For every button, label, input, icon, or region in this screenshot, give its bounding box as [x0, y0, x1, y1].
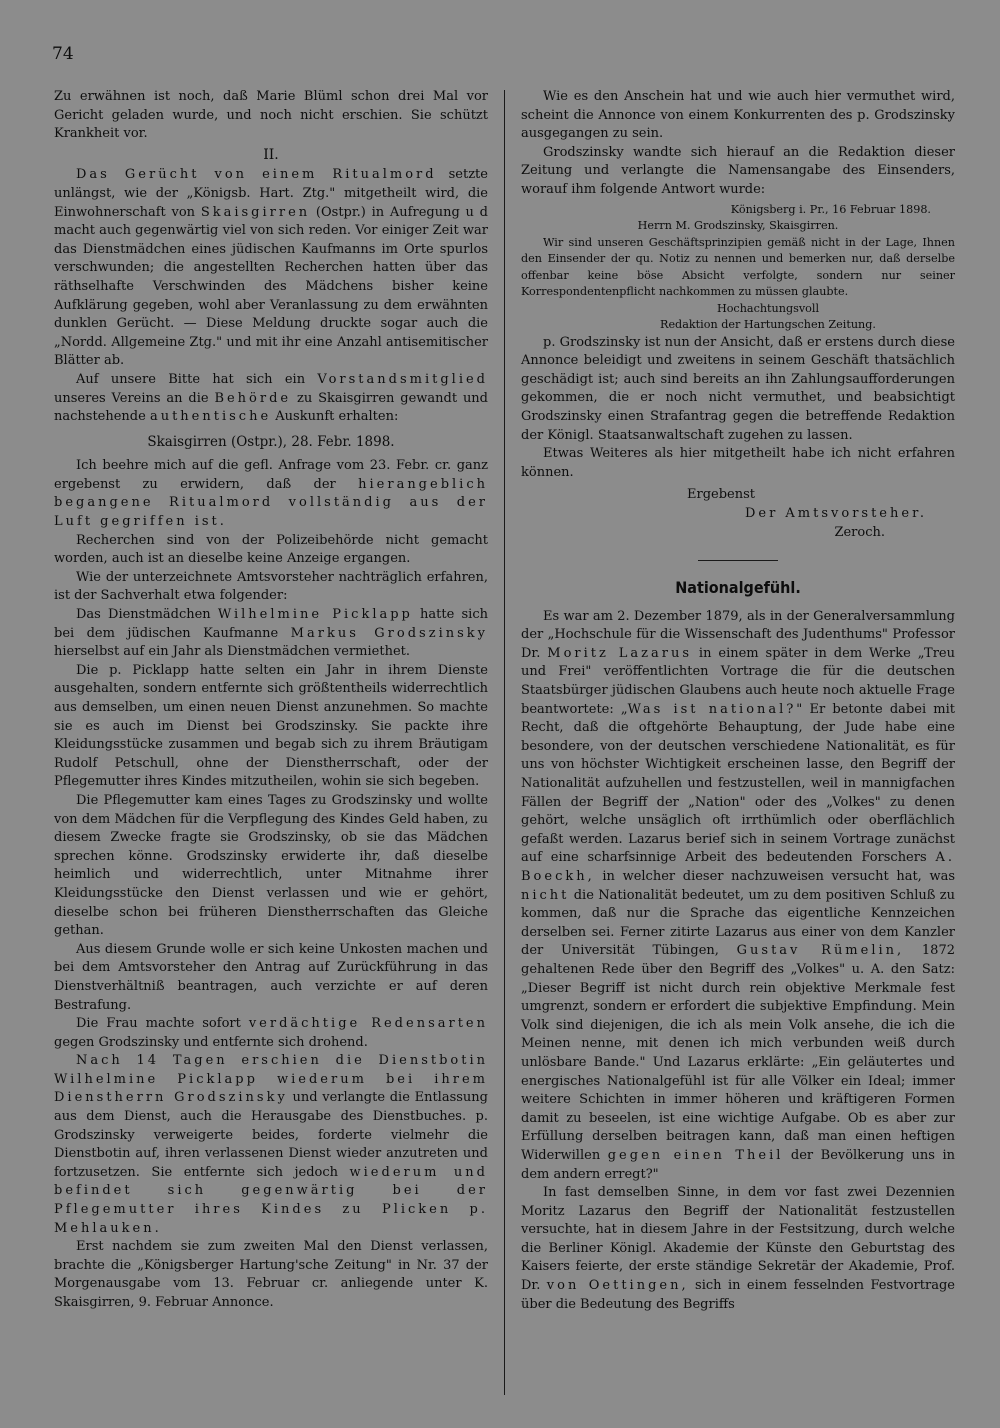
- text-run: Das Dienstmädchen: [76, 607, 218, 623]
- column-divider: [504, 90, 505, 1395]
- spaced-text: wiederum und befindet sich gegenwärtig bei der Pflegemutter ihres Kindes zu Plicken p. Mehlauken.: [54, 1164, 488, 1236]
- text-run: Auskunft erhalten:: [271, 409, 399, 425]
- text-run: (Ostpr.) in Aufregung u d macht auch gegenwärtig viel von sich reden. Vor einiger Zeit war das Dienstmädchen eines jüdischen Kaufmanns im Orte spurlos verschwunden; die angestellten Recherchen hatten über das räthselhafte Verschwinden des Mädchens bisher keine Aufklärung gegeben, wohl aber Veranlassung zu dem erwähnten dunklen Gerücht. — Diese Meldung druckte sogar auch die „Nordd. Allgemeine Ztg." und mit ihr eine Anzahl antisemitischer Blätter ab.: [54, 204, 488, 369]
- section-numeral: II.: [263, 146, 279, 163]
- paragraph: [521, 1184, 955, 1314]
- text-run: hatte sich bei dem jüdischen Kaufmanne: [54, 607, 488, 641]
- right-column: [521, 88, 955, 1314]
- section-title: Nationalgefühl.: [675, 578, 801, 598]
- text-run: Die Frau machte sofort: [76, 1016, 249, 1032]
- text-run: 1872 gehaltenen Rede über den Begriff des „Volkes" u. A. den Satz: „Dieser Begriff ist nicht durch rein objektive Merkmale fest umgrenzt, sondern er erfordert die subjektive Empfindung. Mein Volk sind diejenigen, die ich als mein Volk ansehe, die ich die Meinen nenne, mit denen ich mich verbunden weiß durch unlösbare Bande." Und Lazarus erklärte: „Ein geläutertes und energisches Nationalgefühl ist für alle Völker ein Ideal; immer weitere Schichten in immer höheren und kräftigeren Formen damit zu beseelen, ist eine wichtige Aufgabe. Ob es aber zur Erfüllung derselben beitragen kann, daß man einen heftigen Widerwillen: [521, 943, 955, 1163]
- paragraph: Zu erwähnen ist noch, daß Marie Blüml schon drei Mal vor Gericht geladen wurde, und noch nicht erschien. Sie schützt Krankheit vor.: [54, 89, 488, 142]
- paragraph: Erst nachdem sie zum zweiten Mal den Dienst verlassen, brachte die „Königsberger Hartung'sche Zeitung" in Nr. 37 der Morgenausgabe vom 13. Februar cr. anliegende unter K. Skaisgirren, 9. Februar Annonce.: [54, 1239, 488, 1310]
- text-run: Ich beehre mich auf die gefl. Anfrage vom 23. Febr. cr. ganz ergebenst zu erwidern, daß der: [54, 458, 488, 492]
- spaced-text: nicht: [521, 887, 570, 903]
- spaced-text: Was ist national?: [627, 701, 797, 717]
- paragraph: Die Pflegemutter kam eines Tages zu Grodszinsky und wollte von dem Mädchen für die Verpflegung des Kindes Geld haben, zu diesem Zwecke fragte sie Grodszinsky, ob sie das Mädchen sprechen könne. Grodszinsky erwiderte ihr, daß dieselbe heimlich und widerrechtlich, unter Mitnahme ihrer Kleidungsstücke den Dienst verlassen und wie er gehört, dieselbe schon bei früheren Dienstherrschaften das Gleiche gethan.: [54, 792, 488, 939]
- paragraph: [54, 457, 488, 531]
- spaced-text: gegen einen Theil: [607, 1147, 784, 1163]
- paragraph: Recherchen sind von der Polizeibehörde nicht gemacht worden, auch ist an dieselbe keine Anzeige ergangen.: [54, 532, 488, 567]
- text-run: die Nationalität bedeutet, um zu dem positiven Schluß zu kommen, daß nur die Sprache das eigentliche Kennzeichen derselben sei. Ferner zitirte Lazarus aus einer von dem Kanzler der Universität Tübingen,: [521, 887, 955, 959]
- text-run: Auf unsere Bitte hat sich ein: [76, 371, 318, 387]
- signature-name: Zeroch.: [834, 524, 885, 540]
- paragraph: p. Grodszinsky ist nun der Ansicht, daß er erstens durch diese Annonce beleidigt und zweitens in seinem Geschäft thatsächlich geschädigt ist; auch sind bereits an ihn Zahlungsaufforderungen gekommen, die er noch nicht vermuthet, und beabsichtigt Grodszinsky einen Strafantrag gegen die betreffende Redaktion der Königl. Staatsanwaltschaft zugehen zu lassen.: [521, 334, 955, 443]
- left-column: [54, 88, 488, 1313]
- paragraph: [54, 1015, 488, 1052]
- paragraph: Wie der unterzeichnete Amtsvorsteher nachträglich erfahren, ist der Sachverhalt etwa folgender:: [54, 569, 488, 604]
- text-run: zu Skaisgirren gewandt und nachstehende: [54, 390, 489, 425]
- text-run: sich in einem fesselnden Festvortrage über die Bedeutung des Begriffs: [521, 1278, 955, 1312]
- paragraph: [54, 371, 488, 427]
- paragraph: [521, 608, 955, 1184]
- paragraph: Wie es den Anschein hat und wie auch hier vermuthet wird, scheint die Annonce von einem Konkurrenten des p. Grodszinsky ausgegangen zu sein.: [521, 89, 955, 142]
- letter-body: Wir sind unseren Geschäftsprinzipien gemäß nicht in der Lage, Ihnen den Einsender der qu. Notiz zu nennen und bemerken nur, daß derselbe offenbar keine böse Absicht verfolgte, sondern nur seiner Korrespondentenpflicht nachkommen zu müssen glaubte.: [521, 235, 955, 299]
- text-run: setzte unlängst, wie der „Königsb. Hart. Ztg." mitgetheilt wird, die Einwohnerschaft von: [54, 167, 488, 220]
- text-run: und verlangte die Entlassung aus dem Dienst, auch die Herausgabe des Dienstbuches. p. Grodszinsky verweigerte beides, forderte vielmehr die Dienstbotin auf, ihren verlassenen Dienst wieder anzutreten und fortzusetzen. Sie entfernte sich jedoch: [54, 1090, 488, 1180]
- text-run: " Er betonte dabei mit Recht, daß die oftgehörte Behauptung, der Jude habe eine besondere, von der deutschen verschiedene Nationalität, es für uns von höchster Wichtigkeit erscheinen lasse, den Begriff der Nationalität aufzuhellen und festzustellen, weil in mannigfachen Fällen der Begriff der „Nation" oder des „Volkes" zu denen gehört, welche unsäglich oft irrthümlich oder oberflächlich gefaßt werden. Lazarus berief sich in seinem Vortrage zunächst auf eine scharfsinnige Arbeit des bedeutenden Forschers: [521, 701, 955, 866]
- spaced-text: hierangeblich begangene Ritualmord vollständig aus der Luft gegriffen ist.: [54, 476, 488, 530]
- letter-date: Königsberg i. Pr., 16 Februar 1898.: [730, 202, 931, 216]
- text-run: in einem später in dem Werke „Treu und Frei" veröffentlichten Vortrage die für die deutschen Staatsbürger jüdischen Glaubens auch heute noch aktuelle Frage beantwortete: „: [521, 645, 955, 717]
- text-run: der Bevölkerung uns in dem andern erregt?": [521, 1147, 955, 1182]
- letter-address: Herrn M. Grodszinsky, Skaisgirren.: [637, 219, 839, 233]
- spaced-text: Behörde: [214, 390, 292, 406]
- spaced-text: Wilhelmine Picklapp: [217, 607, 413, 623]
- spaced-text: Gustav Rümelin,: [736, 943, 905, 959]
- spaced-text: Vorstandsmitglied: [317, 371, 488, 387]
- page-number: 74: [52, 44, 74, 64]
- letter-closing: Hochachtungsvoll: [716, 301, 820, 315]
- paragraph: Aus diesem Grunde wolle er sich keine Unkosten machen und bei dem Amtsvorsteher den Antrag auf Zurückführung in das Dienstverhältniß beantragen, auch verzichte er auf deren Bestrafung.: [54, 941, 488, 1013]
- signature-title: Der Amtsvorsteher.: [744, 505, 927, 521]
- spaced-text: Markus Grodszinsky: [290, 625, 488, 641]
- paragraph: Etwas Weiteres als hier mitgetheilt habe ich nicht erfahren können.: [521, 446, 955, 480]
- paragraph: Grodszinsky wandte sich hierauf an die Redaktion dieser Zeitung und verlangte die Namensangabe des Einsenders, worauf ihm folgende Antwort wurde:: [521, 144, 955, 197]
- text-run: In fast demselben Sinne, in dem vor fast zwei Dezennien Moritz Lazarus den Begriff der Nationalität festzustellen versuchte, hat in diesem Jahre in der Festsitzung, durch welche die Berliner Königl. Akademie der Künste den Geburtstag des Kaisers feierte, der erste ständige Sekretär der Akademie, Prof. Dr.: [521, 1185, 955, 1294]
- paragraph: [54, 606, 488, 662]
- dateline: Skaisgirren (Ostpr.), 28. Febr. 1898.: [147, 433, 395, 450]
- paragraph: Die p. Picklapp hatte selten ein Jahr in ihrem Dienste ausgehalten, sondern entfernte sich größtentheils widerrechtlich aus demselben, um einen neuen Dienst anzunehmen. So machte sie es auch im Dienst bei Grodszinsky. Sie packte ihre Kleidungsstücke zusammen und begab sich zu ihrem Bräutigam Rudolf Petschull, ohne der Dienstherrschaft, oder der Pflegemutter ihres Kindes mitzutheilen, wohin sie sich begeben.: [54, 662, 488, 790]
- text-run: gegen Grodszinsky und entfernte sich drohend.: [54, 1034, 368, 1050]
- spaced-text: Nach 14 Tagen erschien die Dienstbotin Wilhelmine Picklapp wiederum bei ihrem Dienstherrn Grodszinsky: [54, 1053, 488, 1106]
- spaced-text: Skaisgirren: [200, 204, 311, 220]
- signature-greeting: Ergebenst: [686, 487, 755, 503]
- text-run: hierselbst auf ein Jahr als Dienstmädchen vermiethet.: [54, 644, 410, 660]
- section-divider: [698, 560, 778, 561]
- spaced-text: authentische: [149, 409, 272, 425]
- spaced-text: A. Boeckh,: [521, 850, 955, 884]
- spaced-text: Moritz Lazarus: [547, 645, 693, 661]
- text-run: Es war am 2. Dezember 1879, als in der Generalversammlung der „Hochschule für die Wissenschaft des Judenthums" Professor Dr.: [521, 608, 955, 661]
- text-run: in welcher dieser nachzuweisen versucht hat, was: [594, 869, 955, 884]
- spaced-text: Das Gerücht von einem Ritualmord: [76, 167, 437, 183]
- letter-signature: Redaktion der Hartungschen Zeitung.: [660, 318, 876, 332]
- spaced-text: verdächtige Redensarten: [248, 1016, 488, 1032]
- quoted-letter: [521, 202, 955, 334]
- paragraph: [54, 1052, 488, 1238]
- spaced-text: von Oettingen,: [546, 1278, 689, 1294]
- text-run: unseres Vereins an die: [54, 390, 215, 406]
- paragraph: [54, 166, 488, 371]
